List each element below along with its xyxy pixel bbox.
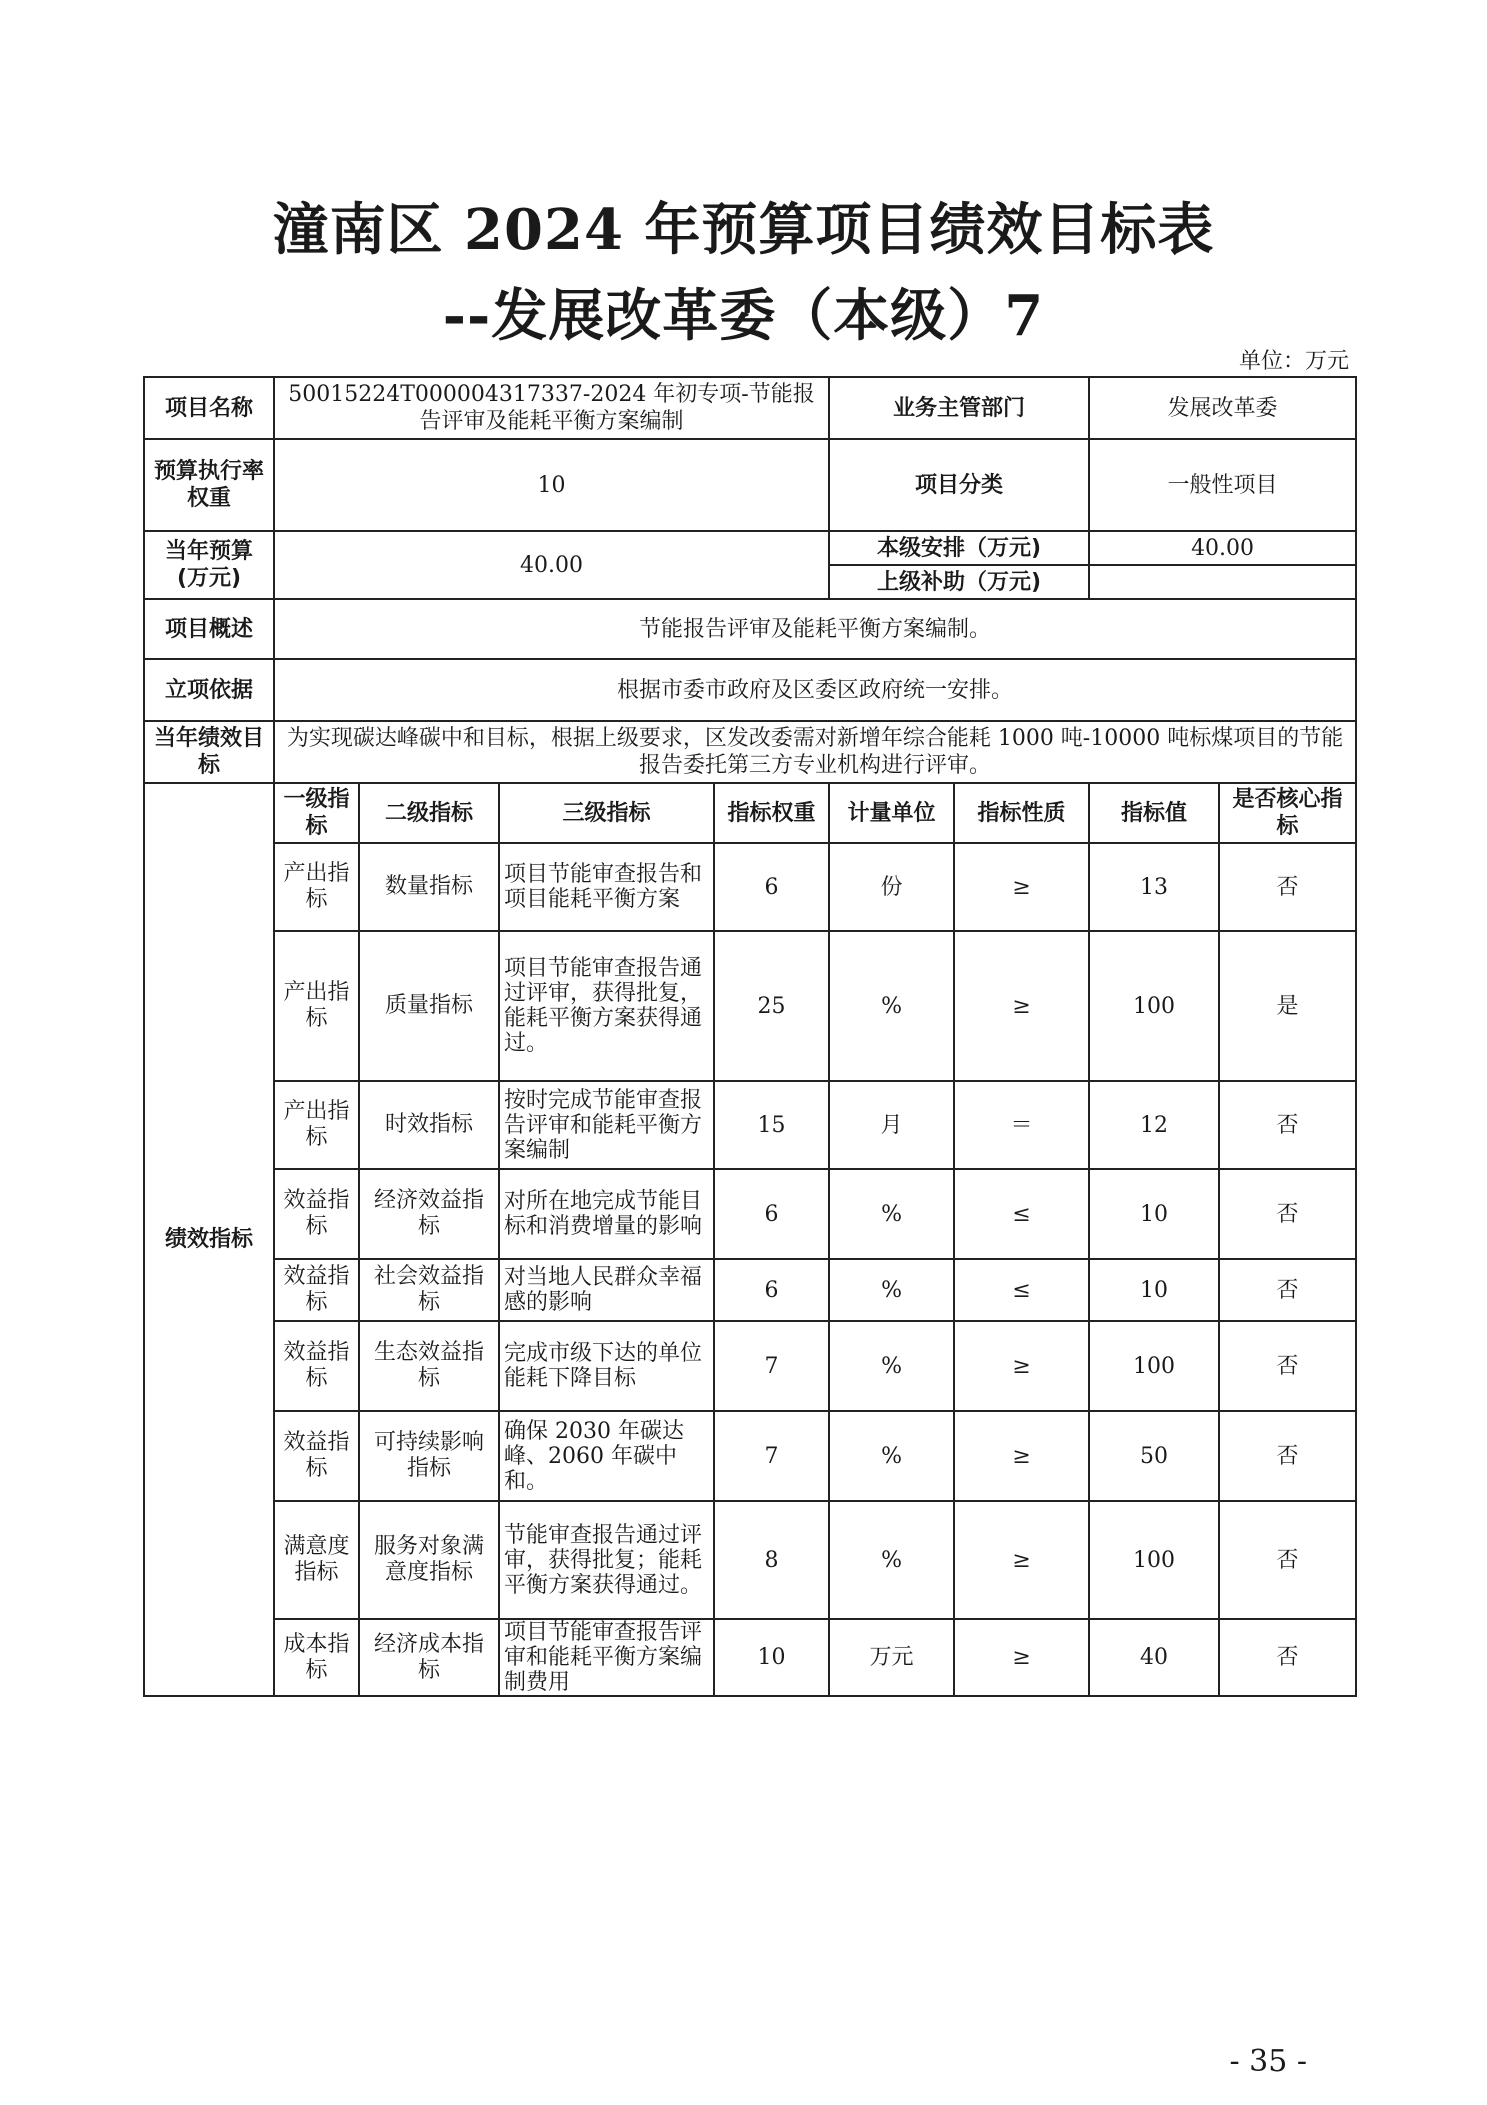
goal-label: 当年绩效目标 bbox=[144, 721, 274, 783]
col-header-core: 是否核心指标 bbox=[1219, 783, 1356, 843]
level2-cell: 时效指标 bbox=[359, 1081, 499, 1169]
unit-cell: 万元 bbox=[829, 1619, 954, 1696]
unit-cell: % bbox=[829, 1169, 954, 1259]
unit-cell: % bbox=[829, 1321, 954, 1411]
nature-cell: ≤ bbox=[954, 1169, 1089, 1259]
weight-cell: 6 bbox=[714, 1259, 829, 1321]
indicator-row bbox=[144, 1501, 1356, 1619]
level1-cell: 效益指标 bbox=[274, 1321, 359, 1411]
page-title: 潼南区 2024 年预算项目绩效目标表 bbox=[272, 197, 1215, 263]
level1-cell: 成本指标 bbox=[274, 1619, 359, 1696]
level1-cell: 效益指标 bbox=[274, 1411, 359, 1501]
performance-table bbox=[143, 376, 1357, 1697]
indicator-row bbox=[144, 843, 1356, 931]
nature-cell: ≥ bbox=[954, 931, 1089, 1081]
goal-value: 为实现碳达峰碳中和目标，根据上级要求，区发改委需对新增年综合能耗 1000 吨-10000 吨标煤项目的节能报告委托第三方专业机构进行评审。 bbox=[274, 721, 1356, 783]
page-number: - 35 - bbox=[1229, 2044, 1307, 2079]
value-cell: 50 bbox=[1089, 1411, 1219, 1501]
core-cell: 否 bbox=[1219, 1259, 1356, 1321]
value-cell: 12 bbox=[1089, 1081, 1219, 1169]
local-value: 40.00 bbox=[1089, 531, 1356, 565]
core-cell: 否 bbox=[1219, 1321, 1356, 1411]
col-header-unit: 计量单位 bbox=[829, 783, 954, 843]
basis-value: 根据市委市政府及区委区政府统一安排。 bbox=[274, 659, 1356, 721]
weight-cell: 6 bbox=[714, 1169, 829, 1259]
local-label: 本级安排（万元) bbox=[829, 531, 1089, 565]
value-cell: 100 bbox=[1089, 1501, 1219, 1619]
unit-cell: % bbox=[829, 931, 954, 1081]
indicator-row bbox=[144, 1411, 1356, 1501]
level3-cell: 节能审查报告通过评审，获得批复；能耗平衡方案获得通过。 bbox=[499, 1501, 714, 1619]
indicator-row bbox=[144, 1169, 1356, 1259]
level1-cell: 效益指标 bbox=[274, 1169, 359, 1259]
core-cell: 否 bbox=[1219, 1081, 1356, 1169]
exec-weight-value: 10 bbox=[274, 439, 829, 531]
project-name-value: 50015224T000004317337-2024 年初专项-节能报告评审及能耗平衡方案编制 bbox=[274, 377, 829, 439]
level2-cell: 质量指标 bbox=[359, 931, 499, 1081]
level2-cell: 可持续影响指标 bbox=[359, 1411, 499, 1501]
nature-cell: ≥ bbox=[954, 1321, 1089, 1411]
unit-label: 单位：万元 bbox=[1238, 349, 1349, 374]
level3-cell: 项目节能审查报告评审和能耗平衡方案编制费用 bbox=[499, 1619, 714, 1696]
weight-cell: 7 bbox=[714, 1321, 829, 1411]
level2-cell: 数量指标 bbox=[359, 843, 499, 931]
core-cell: 否 bbox=[1219, 1619, 1356, 1696]
indicators-section-label: 绩效指标 bbox=[144, 783, 274, 1696]
level3-cell: 对当地人民群众幸福感的影响 bbox=[499, 1259, 714, 1321]
level3-cell: 确保 2030 年碳达峰、2060 年碳中和。 bbox=[499, 1411, 714, 1501]
weight-cell: 6 bbox=[714, 843, 829, 931]
value-cell: 100 bbox=[1089, 931, 1219, 1081]
indicator-row bbox=[144, 1081, 1356, 1169]
core-cell: 否 bbox=[1219, 843, 1356, 931]
nature-cell: ≥ bbox=[954, 1411, 1089, 1501]
core-cell: 否 bbox=[1219, 1411, 1356, 1501]
level2-cell: 生态效益指标 bbox=[359, 1321, 499, 1411]
nature-cell: ＝ bbox=[954, 1081, 1089, 1169]
budget-label: 当年预算(万元) bbox=[144, 531, 274, 599]
col-header-l2: 二级指标 bbox=[359, 783, 499, 843]
budget-value: 40.00 bbox=[274, 531, 829, 599]
level1-cell: 效益指标 bbox=[274, 1259, 359, 1321]
unit-cell: % bbox=[829, 1501, 954, 1619]
category-label: 项目分类 bbox=[829, 439, 1089, 531]
col-header-value: 指标值 bbox=[1089, 783, 1219, 843]
core-cell: 是 bbox=[1219, 931, 1356, 1081]
weight-cell: 10 bbox=[714, 1619, 829, 1696]
value-cell: 40 bbox=[1089, 1619, 1219, 1696]
col-header-nature: 指标性质 bbox=[954, 783, 1089, 843]
col-header-l3: 三级指标 bbox=[499, 783, 714, 843]
level1-cell: 满意度指标 bbox=[274, 1501, 359, 1619]
level3-cell: 按时完成节能审查报告评审和能耗平衡方案编制 bbox=[499, 1081, 714, 1169]
value-cell: 10 bbox=[1089, 1169, 1219, 1259]
core-cell: 否 bbox=[1219, 1501, 1356, 1619]
nature-cell: ≥ bbox=[954, 843, 1089, 931]
unit-cell: 月 bbox=[829, 1081, 954, 1169]
level2-cell: 经济成本指标 bbox=[359, 1619, 499, 1696]
level3-cell: 完成市级下达的单位能耗下降目标 bbox=[499, 1321, 714, 1411]
level1-cell: 产出指标 bbox=[274, 931, 359, 1081]
indicator-row bbox=[144, 1619, 1356, 1696]
upper-value bbox=[1089, 565, 1356, 599]
project-name-label: 项目名称 bbox=[144, 377, 274, 439]
level1-cell: 产出指标 bbox=[274, 1081, 359, 1169]
indicator-row bbox=[144, 1321, 1356, 1411]
category-value: 一般性项目 bbox=[1089, 439, 1356, 531]
nature-cell: ≥ bbox=[954, 1501, 1089, 1619]
dept-value: 发展改革委 bbox=[1089, 377, 1356, 439]
level2-cell: 经济效益指标 bbox=[359, 1169, 499, 1259]
col-header-l1: 一级指标 bbox=[274, 783, 359, 843]
summary-label: 项目概述 bbox=[144, 599, 274, 659]
value-cell: 100 bbox=[1089, 1321, 1219, 1411]
level2-cell: 服务对象满意度指标 bbox=[359, 1501, 499, 1619]
unit-cell: % bbox=[829, 1259, 954, 1321]
level2-cell: 社会效益指标 bbox=[359, 1259, 499, 1321]
level1-cell: 产出指标 bbox=[274, 843, 359, 931]
col-header-weight: 指标权重 bbox=[714, 783, 829, 843]
page-subtitle: --发展改革委（本级）7 bbox=[442, 283, 1045, 349]
indicator-row bbox=[144, 1259, 1356, 1321]
unit-cell: 份 bbox=[829, 843, 954, 931]
upper-label: 上级补助（万元) bbox=[829, 565, 1089, 599]
indicator-header-row bbox=[144, 783, 1356, 843]
weight-cell: 25 bbox=[714, 931, 829, 1081]
value-cell: 10 bbox=[1089, 1259, 1219, 1321]
core-cell: 否 bbox=[1219, 1169, 1356, 1259]
value-cell: 13 bbox=[1089, 843, 1219, 931]
nature-cell: ≤ bbox=[954, 1259, 1089, 1321]
level3-cell: 项目节能审查报告通过评审，获得批复，能耗平衡方案获得通过。 bbox=[499, 931, 714, 1081]
weight-cell: 7 bbox=[714, 1411, 829, 1501]
weight-cell: 15 bbox=[714, 1081, 829, 1169]
summary-value: 节能报告评审及能耗平衡方案编制。 bbox=[274, 599, 1356, 659]
level3-cell: 对所在地完成节能目标和消费增量的影响 bbox=[499, 1169, 714, 1259]
dept-label: 业务主管部门 bbox=[829, 377, 1089, 439]
unit-cell: % bbox=[829, 1411, 954, 1501]
indicator-row bbox=[144, 931, 1356, 1081]
basis-label: 立项依据 bbox=[144, 659, 274, 721]
exec-weight-label: 预算执行率权重 bbox=[144, 439, 274, 531]
weight-cell: 8 bbox=[714, 1501, 829, 1619]
nature-cell: ≥ bbox=[954, 1619, 1089, 1696]
level3-cell: 项目节能审查报告和项目能耗平衡方案 bbox=[499, 843, 714, 931]
